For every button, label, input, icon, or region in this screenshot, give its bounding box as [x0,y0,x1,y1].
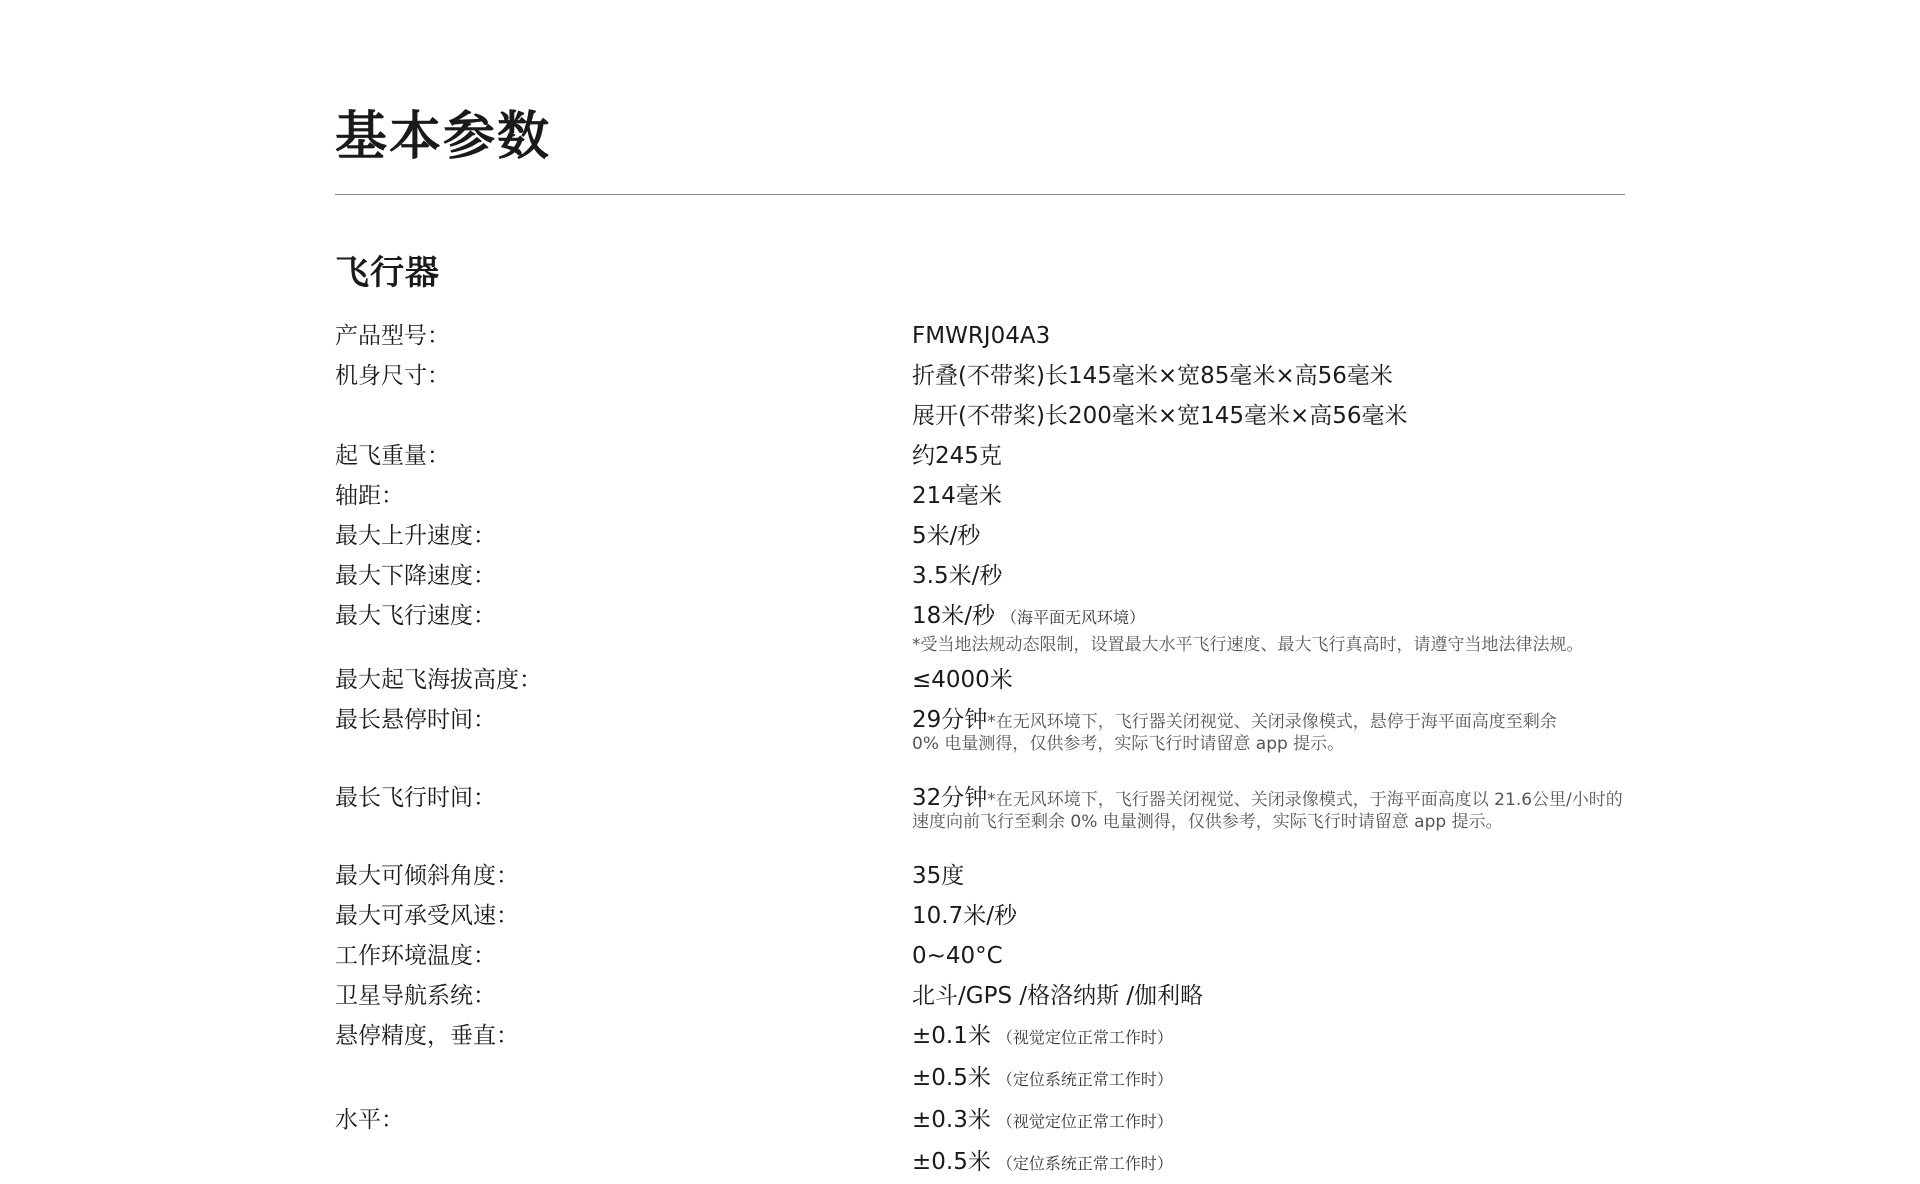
spec-page [335,100,1625,1175]
spec-note: 速度向前飞行至剩余 0% 电量测得，仅供参考，实际飞行时请留意 app 提示。 [912,812,1503,832]
spec-value: 10.7米/秒 [912,903,1017,929]
spec-row-wind [335,896,1625,936]
spec-label: 悬停精度，垂直： [335,1023,519,1049]
spec-row-descent [335,556,1625,596]
spec-condition: （视觉定位正常工作时） [996,1112,1173,1131]
spec-label: 最大起飞海拔高度： [335,667,542,693]
spec-note: *在无风环境下，飞行器关闭视觉、关闭录像模式，于海平面高度以 21.6公里/小时的 [987,790,1623,810]
divider [335,194,1625,195]
spec-note: *在无风环境下，飞行器关闭视觉、关闭录像模式，悬停于海平面高度至剩余 [987,712,1557,732]
spec-label: 机身尺寸： [335,363,450,389]
spec-row-hover-vertical [335,1016,1625,1100]
spec-row-weight [335,436,1625,476]
spec-label: 轴距： [335,483,404,509]
spec-value: 32分钟 [912,785,988,811]
spec-row-speed [335,596,1625,660]
spec-row-gnss [335,976,1625,1016]
spec-label: 卫星导航系统： [335,983,496,1009]
spec-note: 0% 电量测得，仅供参考，实际飞行时请留意 app 提示。 [912,734,1345,754]
spec-value: 3.5米/秒 [912,563,1003,589]
spec-value: 214毫米 [912,483,1002,509]
spec-condition: （定位系统正常工作时） [996,1070,1173,1089]
spec-value: 展开(不带桨)长200毫米×宽145毫米×高56毫米 [912,403,1408,429]
spec-label: 最长悬停时间： [335,707,496,733]
spec-label: 最大可承受风速： [335,903,519,929]
section-title: 飞行器 [335,253,440,293]
spec-value: 35度 [912,863,965,889]
spec-row-altitude [335,660,1625,700]
page-title: 基本参数 [335,107,552,167]
spec-value: 0~40°C [912,943,1003,969]
spec-value: 29分钟 [912,707,988,733]
spec-label: 产品型号： [335,323,450,349]
spec-row-wheelbase [335,476,1625,516]
spec-value: ≤4000米 [912,667,1013,693]
spec-note: *受当地法规动态限制，设置最大水平飞行速度、最大飞行真高时，请遵守当地法律法规。 [912,635,1584,655]
spec-row-flight-time [335,778,1625,832]
spec-value: ±0.5米 [912,1149,991,1175]
spec-value: ±0.5米 [912,1065,991,1091]
spec-value: 北斗/GPS /格洛纳斯 /伽利略 [912,983,1204,1009]
spec-label: 最大飞行速度： [335,603,496,629]
spec-label: 起飞重量： [335,443,450,469]
spec-value: 折叠(不带桨)长145毫米×宽85毫米×高56毫米 [912,363,1393,389]
spec-row-size [335,356,1625,436]
spec-row-hover-horizontal [335,1100,1625,1184]
spec-label: 水平： [335,1107,404,1133]
spec-value: 18米/秒 [912,603,996,629]
spec-value: ±0.1米 [912,1023,991,1049]
spec-label: 工作环境温度： [335,943,496,969]
spec-label: 最大可倾斜角度： [335,863,519,889]
spec-value: ±0.3米 [912,1107,991,1133]
spec-row-ascent [335,516,1625,556]
spec-row-hover-time [335,700,1625,754]
spec-row-tilt [335,856,1625,896]
spec-list [335,316,1625,1184]
spec-row-model [335,316,1625,356]
spec-condition: （海平面无风环境） [1001,608,1146,627]
spec-value: 5米/秒 [912,523,981,549]
spec-label: 最大上升速度： [335,523,496,549]
spec-condition: （定位系统正常工作时） [996,1154,1173,1173]
spec-label: 最大下降速度： [335,563,496,589]
spec-value: FMWRJ04A3 [912,323,1051,349]
spec-row-temp [335,936,1625,976]
spec-label: 最长飞行时间： [335,785,496,811]
spec-condition: （视觉定位正常工作时） [996,1028,1173,1047]
spec-value: 约245克 [912,443,1002,469]
